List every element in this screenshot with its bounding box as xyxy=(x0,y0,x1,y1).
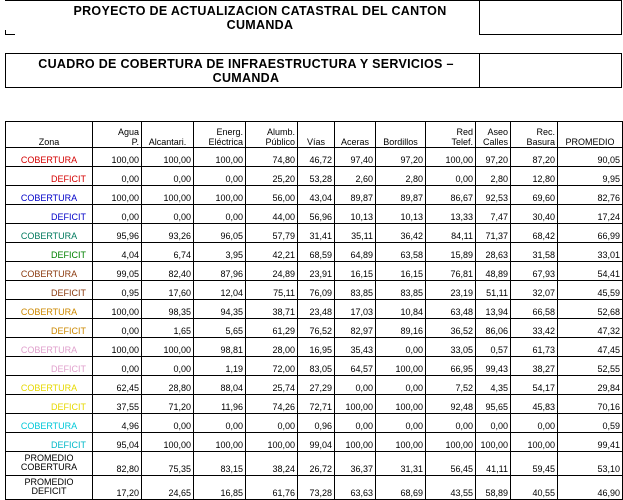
table-cell: 38,71 xyxy=(246,300,298,319)
column-header-alcantarillado: Alcantari. xyxy=(142,122,194,148)
table-cell: 0,96 xyxy=(298,414,335,433)
coverage-table xyxy=(5,121,623,500)
column-header-promedio: PROMEDIO xyxy=(558,122,623,148)
table-cell: 38,24 xyxy=(246,452,298,476)
table-row xyxy=(6,338,623,357)
table-cell: 94,35 xyxy=(194,300,246,319)
table-cell: 100,00 xyxy=(93,148,142,167)
table-row xyxy=(6,186,623,205)
table-cell: 51,11 xyxy=(476,281,511,300)
table-cell: 0,00 xyxy=(246,414,298,433)
table-cell: 23,91 xyxy=(298,262,335,281)
table-cell: 92,48 xyxy=(426,395,476,414)
column-header-rec-basura: Rec. Basura xyxy=(511,122,558,148)
table-cell: 83,85 xyxy=(335,281,376,300)
table-cell: 43,55 xyxy=(426,476,476,500)
table-cell: 45,59 xyxy=(558,281,623,300)
table-cell: 54,41 xyxy=(558,262,623,281)
table-cell: 92,53 xyxy=(476,186,511,205)
table-cell: 0,00 xyxy=(194,167,246,186)
table-cell: 0,00 xyxy=(426,167,476,186)
table-cell: 10,13 xyxy=(335,205,376,224)
table-cell: 82,40 xyxy=(142,262,194,281)
table-cell: 100,00 xyxy=(194,433,246,452)
table-cell: 76,09 xyxy=(298,281,335,300)
table-row xyxy=(6,205,623,224)
table-cell: 7,52 xyxy=(426,376,476,395)
table-cell: 0,00 xyxy=(142,205,194,224)
table-cell: 1,19 xyxy=(194,357,246,376)
column-header-zona: Zona xyxy=(6,122,93,148)
table-row xyxy=(6,167,623,186)
zone-label: DEFICIT xyxy=(6,167,93,186)
table-cell: 83,85 xyxy=(376,281,426,300)
table-cell: 56,96 xyxy=(298,205,335,224)
table-cell: 70,16 xyxy=(558,395,623,414)
table-cell: 57,79 xyxy=(246,224,298,243)
table-cell: 62,45 xyxy=(93,376,142,395)
table-header-row xyxy=(6,122,623,148)
zone-label: COBERTURA xyxy=(6,376,93,395)
table-cell: 82,76 xyxy=(558,186,623,205)
table-cell: 0,00 xyxy=(93,319,142,338)
table-cell: 52,68 xyxy=(558,300,623,319)
table-cell: 53,28 xyxy=(298,167,335,186)
table-cell: 88,04 xyxy=(194,376,246,395)
table-cell: 99,41 xyxy=(558,433,623,452)
table-cell: 90,05 xyxy=(558,148,623,167)
table-cell: 44,00 xyxy=(246,205,298,224)
table-cell: 0,59 xyxy=(558,414,623,433)
table-cell: 73,28 xyxy=(298,476,335,500)
table-row xyxy=(6,395,623,414)
table-cell: 95,96 xyxy=(93,224,142,243)
table-cell: 45,83 xyxy=(511,395,558,414)
zone-label: DEFICIT xyxy=(6,357,93,376)
table-cell: 100,00 xyxy=(426,148,476,167)
zone-label: COBERTURA xyxy=(6,414,93,433)
table-cell: 53,10 xyxy=(558,452,623,476)
table-cell: 3,95 xyxy=(194,243,246,262)
table-cell: 0,00 xyxy=(511,414,558,433)
table-cell: 5,65 xyxy=(194,319,246,338)
zone-label: PROMEDIO DEFICIT xyxy=(6,476,93,500)
table-cell: 69,60 xyxy=(511,186,558,205)
table-cell: 86,67 xyxy=(426,186,476,205)
table-cell: 67,93 xyxy=(511,262,558,281)
table-cell: 30,40 xyxy=(511,205,558,224)
zone-label: DEFICIT xyxy=(6,281,93,300)
table-cell: 46,72 xyxy=(298,148,335,167)
table-cell: 75,11 xyxy=(246,281,298,300)
table-cell: 76,81 xyxy=(426,262,476,281)
table-cell: 100,00 xyxy=(335,395,376,414)
table-cell: 23,48 xyxy=(298,300,335,319)
table-cell: 100,00 xyxy=(194,186,246,205)
table-cell: 17,60 xyxy=(142,281,194,300)
zone-label: COBERTURA xyxy=(6,224,93,243)
table-cell: 0,00 xyxy=(142,357,194,376)
table-cell: 36,42 xyxy=(376,224,426,243)
table-cell: 38,27 xyxy=(511,357,558,376)
table-cell: 71,20 xyxy=(142,395,194,414)
table-cell: 74,26 xyxy=(246,395,298,414)
table-title: CUADRO DE COBERTURA DE INFRAESTRUCTURA Y SERVICIOS – CUMANDA xyxy=(38,57,454,85)
table-cell: 89,87 xyxy=(376,186,426,205)
table-cell: 61,29 xyxy=(246,319,298,338)
table-cell: 43,04 xyxy=(298,186,335,205)
column-header-bordillos: Bordillos xyxy=(376,122,426,148)
table-cell: 10,13 xyxy=(376,205,426,224)
table-cell: 25,20 xyxy=(246,167,298,186)
table-cell: 66,95 xyxy=(426,357,476,376)
zone-label: DEFICIT xyxy=(6,433,93,452)
table-cell: 98,81 xyxy=(194,338,246,357)
table-cell: 72,71 xyxy=(298,395,335,414)
table-cell: 100,00 xyxy=(426,433,476,452)
table-cell: 0,00 xyxy=(194,205,246,224)
table-cell: 0,00 xyxy=(93,357,142,376)
column-header-vias: Vías xyxy=(298,122,335,148)
table-row xyxy=(6,281,623,300)
table-cell: 100,00 xyxy=(376,433,426,452)
table-cell: 68,59 xyxy=(298,243,335,262)
table-cell: 99,04 xyxy=(298,433,335,452)
table-cell: 95,65 xyxy=(476,395,511,414)
table-cell: 0,00 xyxy=(376,414,426,433)
table-cell: 11,96 xyxy=(194,395,246,414)
table-cell: 47,32 xyxy=(558,319,623,338)
table-cell: 6,74 xyxy=(142,243,194,262)
table-cell: 0,00 xyxy=(142,414,194,433)
table-cell: 61,73 xyxy=(511,338,558,357)
table-row xyxy=(6,414,623,433)
table-cell: 100,00 xyxy=(93,300,142,319)
table-row xyxy=(6,319,623,338)
table-cell: 31,41 xyxy=(298,224,335,243)
table-cell: 82,97 xyxy=(335,319,376,338)
table-cell: 0,00 xyxy=(376,376,426,395)
table-cell: 4,35 xyxy=(476,376,511,395)
table-cell: 98,35 xyxy=(142,300,194,319)
zone-label: COBERTURA xyxy=(6,262,93,281)
table-cell: 29,84 xyxy=(558,376,623,395)
table-cell: 32,07 xyxy=(511,281,558,300)
table-row xyxy=(6,433,623,452)
table-cell: 84,11 xyxy=(426,224,476,243)
table-cell: 0,00 xyxy=(93,167,142,186)
table-cell: 2,80 xyxy=(376,167,426,186)
table-cell: 100,00 xyxy=(93,338,142,357)
table-cell: 17,24 xyxy=(558,205,623,224)
table-cell: 72,00 xyxy=(246,357,298,376)
table-cell: 36,37 xyxy=(335,452,376,476)
zone-label: DEFICIT xyxy=(6,395,93,414)
table-cell: 63,58 xyxy=(376,243,426,262)
table-cell: 33,05 xyxy=(426,338,476,357)
table-row xyxy=(6,262,623,281)
table-cell: 97,20 xyxy=(376,148,426,167)
column-header-red-telef: Red Telef. xyxy=(426,122,476,148)
table-cell: 33,01 xyxy=(558,243,623,262)
table-cell: 63,48 xyxy=(426,300,476,319)
table-cell: 52,55 xyxy=(558,357,623,376)
table-cell: 9,95 xyxy=(558,167,623,186)
table-cell: 28,63 xyxy=(476,243,511,262)
table-cell: 93,26 xyxy=(142,224,194,243)
zone-label: COBERTURA xyxy=(6,338,93,357)
table-cell: 87,96 xyxy=(194,262,246,281)
table-cell: 75,35 xyxy=(142,452,194,476)
table-cell: 40,55 xyxy=(511,476,558,500)
table-cell: 26,72 xyxy=(298,452,335,476)
table-cell: 24,89 xyxy=(246,262,298,281)
zone-label: DEFICIT xyxy=(6,319,93,338)
table-cell: 63,63 xyxy=(335,476,376,500)
table-cell: 82,80 xyxy=(93,452,142,476)
table-cell: 16,15 xyxy=(335,262,376,281)
table-cell: 41,11 xyxy=(476,452,511,476)
table-cell: 0,95 xyxy=(93,281,142,300)
table-cell: 35,43 xyxy=(335,338,376,357)
table-row xyxy=(6,452,623,476)
table-cell: 59,45 xyxy=(511,452,558,476)
table-cell: 0,00 xyxy=(142,167,194,186)
table-cell: 0,00 xyxy=(93,205,142,224)
table-cell: 54,17 xyxy=(511,376,558,395)
table-cell: 12,80 xyxy=(511,167,558,186)
table-cell: 17,03 xyxy=(335,300,376,319)
column-header-aceras: Aceras xyxy=(335,122,376,148)
table-cell: 68,42 xyxy=(511,224,558,243)
column-header-aseo-calles: Aseo Calles xyxy=(476,122,511,148)
table-cell: 100,00 xyxy=(376,395,426,414)
table-cell: 16,85 xyxy=(194,476,246,500)
table-cell: 4,96 xyxy=(93,414,142,433)
column-header-agua: Agua P. xyxy=(93,122,142,148)
project-title: PROYECTO DE ACTUALIZACION CATASTRAL DEL CANTON CUMANDA xyxy=(73,4,447,32)
table-cell: 27,29 xyxy=(298,376,335,395)
table-cell: 1,65 xyxy=(142,319,194,338)
table-cell: 35,11 xyxy=(335,224,376,243)
table-row xyxy=(6,224,623,243)
zone-label: COBERTURA xyxy=(6,148,93,167)
table-cell: 28,80 xyxy=(142,376,194,395)
table-cell: 0,00 xyxy=(426,414,476,433)
table-cell: 2,60 xyxy=(335,167,376,186)
table-cell: 24,65 xyxy=(142,476,194,500)
table-cell: 0,00 xyxy=(376,338,426,357)
table-row xyxy=(6,148,623,167)
column-header-alumbrado: Alumb. Público xyxy=(246,122,298,148)
table-cell: 66,58 xyxy=(511,300,558,319)
table-cell: 23,19 xyxy=(426,281,476,300)
table-cell: 0,57 xyxy=(476,338,511,357)
zone-label: COBERTURA xyxy=(6,186,93,205)
project-title-box xyxy=(5,0,622,35)
table-cell: 97,20 xyxy=(476,148,511,167)
table-cell: 36,52 xyxy=(426,319,476,338)
table-cell: 12,04 xyxy=(194,281,246,300)
table-cell: 48,89 xyxy=(476,262,511,281)
table-cell: 95,04 xyxy=(93,433,142,452)
table-cell: 0,00 xyxy=(194,414,246,433)
table-cell: 100,00 xyxy=(142,338,194,357)
table-cell: 56,45 xyxy=(426,452,476,476)
table-cell: 100,00 xyxy=(376,357,426,376)
table-cell: 58,89 xyxy=(476,476,511,500)
table-row xyxy=(6,376,623,395)
table-cell: 13,33 xyxy=(426,205,476,224)
table-cell: 99,05 xyxy=(93,262,142,281)
table-cell: 76,52 xyxy=(298,319,335,338)
table-cell: 97,40 xyxy=(335,148,376,167)
table-cell: 100,00 xyxy=(194,148,246,167)
table-cell: 37,55 xyxy=(93,395,142,414)
table-cell: 16,15 xyxy=(376,262,426,281)
table-cell: 17,20 xyxy=(93,476,142,500)
table-cell: 46,90 xyxy=(558,476,623,500)
table-cell: 100,00 xyxy=(476,433,511,452)
table-cell: 89,16 xyxy=(376,319,426,338)
table-cell: 7,47 xyxy=(476,205,511,224)
table-cell: 99,43 xyxy=(476,357,511,376)
table-cell: 31,58 xyxy=(511,243,558,262)
table-cell: 100,00 xyxy=(335,433,376,452)
table-cell: 47,45 xyxy=(558,338,623,357)
table-cell: 10,84 xyxy=(376,300,426,319)
zone-label: COBERTURA xyxy=(6,300,93,319)
table-cell: 0,00 xyxy=(476,414,511,433)
zone-label: PROMEDIO COBERTURA xyxy=(6,452,93,476)
table-cell: 86,06 xyxy=(476,319,511,338)
table-cell: 31,31 xyxy=(376,452,426,476)
table-cell: 25,74 xyxy=(246,376,298,395)
table-cell: 0,00 xyxy=(335,376,376,395)
column-header-energia: Energ. Eléctrica xyxy=(194,122,246,148)
table-cell: 74,80 xyxy=(246,148,298,167)
table-row xyxy=(6,300,623,319)
table-row xyxy=(6,476,623,500)
table-cell: 89,87 xyxy=(335,186,376,205)
table-cell: 0,00 xyxy=(335,414,376,433)
table-cell: 2,80 xyxy=(476,167,511,186)
table-cell: 68,69 xyxy=(376,476,426,500)
table-cell: 71,37 xyxy=(476,224,511,243)
zone-label: DEFICIT xyxy=(6,243,93,262)
table-cell: 64,57 xyxy=(335,357,376,376)
table-cell: 42,21 xyxy=(246,243,298,262)
table-cell: 13,94 xyxy=(476,300,511,319)
table-cell: 100,00 xyxy=(142,186,194,205)
table-cell: 28,00 xyxy=(246,338,298,357)
table-cell: 64,89 xyxy=(335,243,376,262)
table-cell: 33,42 xyxy=(511,319,558,338)
table-cell: 100,00 xyxy=(142,148,194,167)
table-cell: 100,00 xyxy=(511,433,558,452)
table-cell: 15,89 xyxy=(426,243,476,262)
table-row xyxy=(6,243,623,262)
zone-label: DEFICIT xyxy=(6,205,93,224)
table-cell: 4,04 xyxy=(93,243,142,262)
table-cell: 100,00 xyxy=(246,433,298,452)
table-cell: 87,20 xyxy=(511,148,558,167)
table-cell: 100,00 xyxy=(142,433,194,452)
table-cell: 100,00 xyxy=(93,186,142,205)
table-cell: 61,76 xyxy=(246,476,298,500)
table-cell: 16,95 xyxy=(298,338,335,357)
table-title-box xyxy=(5,53,622,88)
table-cell: 56,00 xyxy=(246,186,298,205)
table-cell: 83,15 xyxy=(194,452,246,476)
table-cell: 66,99 xyxy=(558,224,623,243)
table-row xyxy=(6,357,623,376)
table-cell: 96,05 xyxy=(194,224,246,243)
table-cell: 83,05 xyxy=(298,357,335,376)
